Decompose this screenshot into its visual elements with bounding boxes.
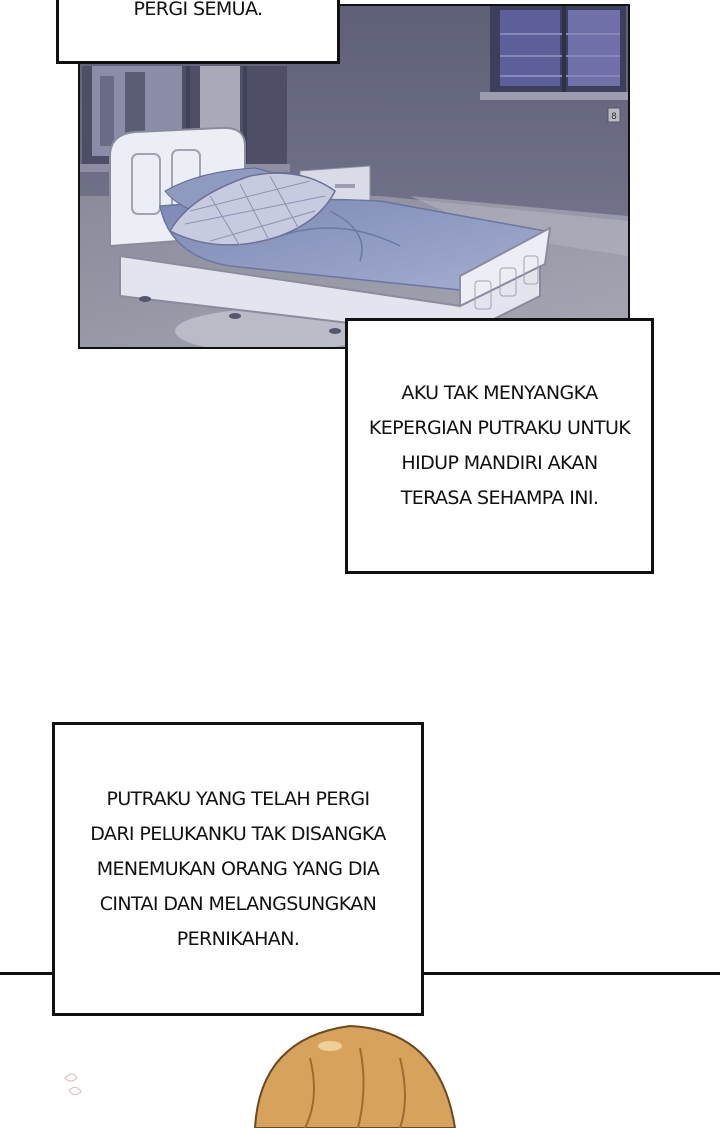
- right-window: [480, 6, 628, 100]
- caption-text-top: PERGI SEMUA.: [133, 0, 263, 20]
- wall-number: 8: [611, 112, 617, 122]
- caption-text-bottom: PUTRAKU YANG TELAH PERGI DARI PELUKANKU TAK DISANGKA MENEMUKAN ORANG YANG DIA CINTAI DAN MELANGSUNGKAN PERNIKAHAN.: [90, 787, 386, 950]
- caption-box-middle: [345, 318, 654, 574]
- character-hair-illustration: [250, 1018, 460, 1128]
- caption-text-middle: AKU TAK MENYANGKA KEPERGIAN PUTRAKU UNTUK HIDUP MANDIRI AKAN TERASA SEHAMPA INI.: [368, 382, 631, 509]
- petal-decoration: [55, 1068, 95, 1100]
- panel-divider-right: [422, 972, 720, 975]
- caption-box-top: [56, 0, 340, 64]
- caption-box-bottom: [52, 722, 424, 1016]
- panel-divider-left: [0, 972, 54, 975]
